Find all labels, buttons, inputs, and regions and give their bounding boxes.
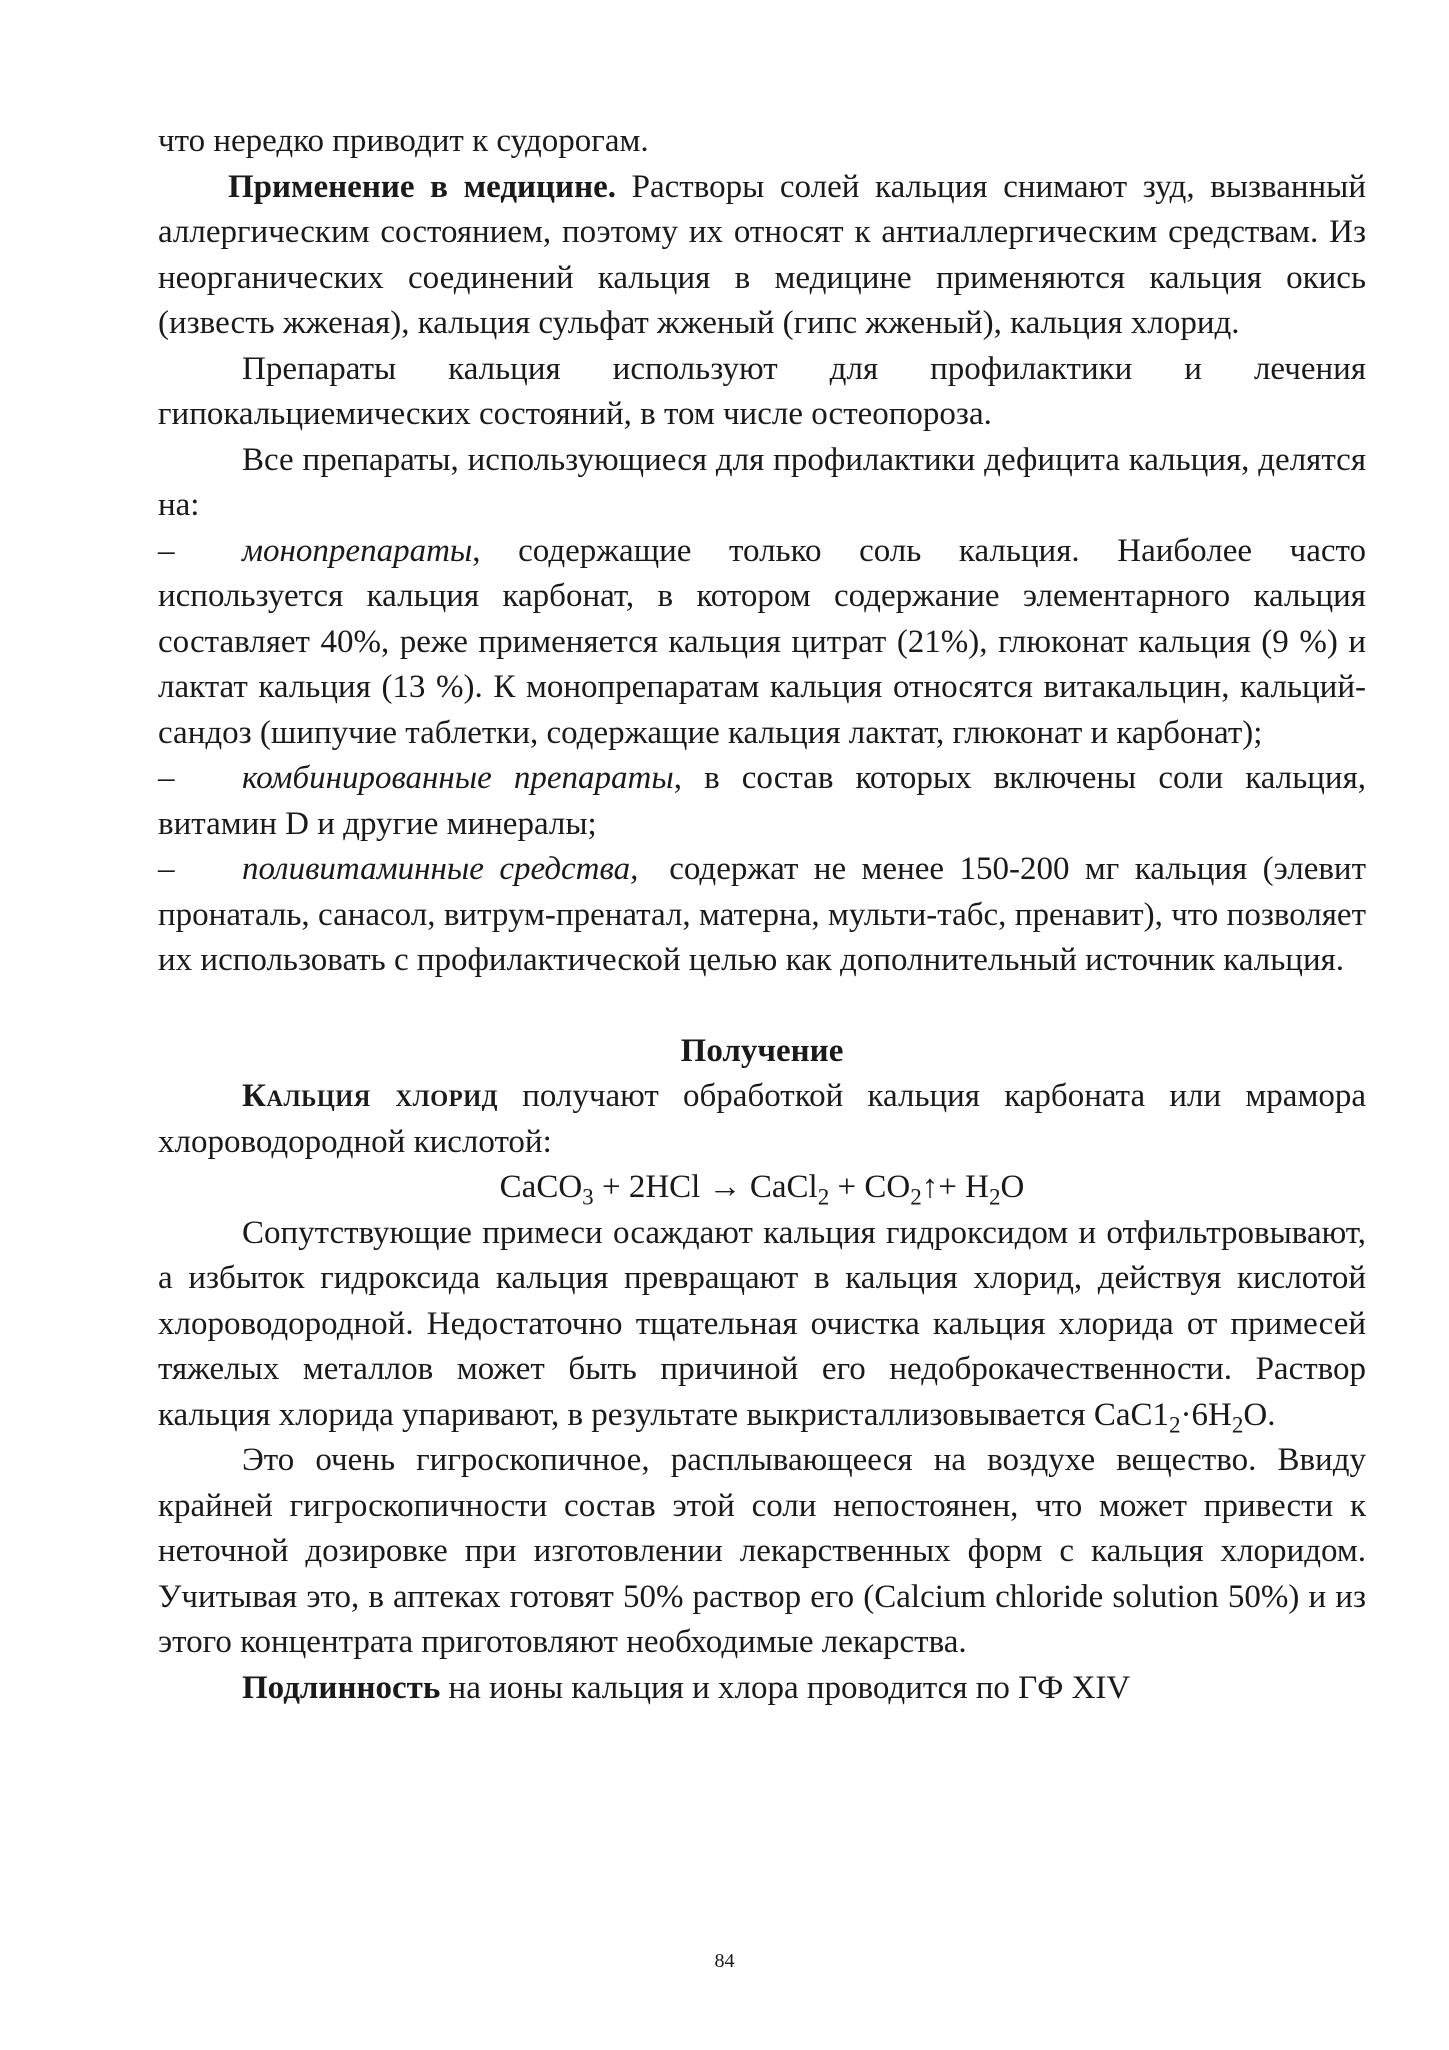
paragraph-authenticity [158, 1666, 1366, 1712]
eq-sub: 2 [988, 1183, 1001, 1210]
eq-sub: 3 [582, 1183, 594, 1210]
section-heading: Получение [680, 1032, 844, 1069]
list-term: поливитаминные средства, [242, 851, 639, 887]
list-term: комбинированные препараты [242, 760, 674, 796]
list-text: , содержащие только соль кальция. Наиболее часто используется кальция карбонат, в котором содержание элементарного кальция составляет 40%, реже применяется кальция цитрат (21%), глюконат кальция (9 %) и лактат кальция (13 %). К монопрепаратам кальция относятся витакальцин, кальций-сандоз (шипучие таблетки, содержащие кальция лактат, глюконат и карбонат); [158, 532, 1366, 751]
paragraph-text: Сопутствующие примеси осаждают кальция гидроксидом и отфильтровывают, а избыток гидроксида кальция превращают в кальция хлорид, действуя кислотой хлороводородной. Недостаточно тщательная очистка кальция хлорида от примесей тяжелых металлов может быть причиной его недоброкачественности. Раствор кальция хлорида упаривают, в результате выкристаллизовывается CaC1 [158, 1214, 1366, 1433]
paragraph-continuation: что нередко приводит к судорогам. [158, 123, 649, 159]
formula-sub: 2 [1169, 1411, 1181, 1438]
eq-sub: 2 [910, 1183, 922, 1210]
formula-part: O. [1243, 1396, 1276, 1433]
list-text: , в состав которых включены соли кальция, витамин D и другие минералы; [158, 760, 1366, 842]
list-dash: – [158, 760, 175, 796]
paragraph-text: Растворы солей кальция снимают зуд, вызванный аллергическим состоянием, поэтому их относят к антиаллергическим средствам. Из неорганических соединений кальция в медицине применяются кальция окись (известь жженая), кальция сульфат жженый (гипс жженый), кальция хлорид. [158, 168, 1366, 341]
paragraph-preparation [158, 1074, 1366, 1165]
page-number: 84 [714, 1950, 735, 1972]
formula-sub: 2 [1231, 1411, 1244, 1438]
list-dash: – [158, 532, 175, 569]
eq-part: ↑+ H [921, 1169, 989, 1205]
reaction-equation [158, 1165, 1366, 1211]
section-lead-authenticity: Подлинность [242, 1669, 441, 1706]
paragraph-classification: Все препараты, использующиеся для профилактики дефицита кальция, делятся на: [158, 441, 1366, 523]
eq-part: + 2HCl → CaCl [593, 1169, 818, 1205]
paragraph-medical-use [158, 165, 1366, 347]
list-item-combined [158, 756, 1366, 847]
paragraph-text: на ионы кальция и хлора проводится по ГФ XIV [440, 1669, 1131, 1706]
eq-part: O [1000, 1169, 1025, 1205]
eq-part: + CO [829, 1169, 911, 1205]
formula-part: ·6H [1180, 1396, 1232, 1433]
list-dash: – [158, 851, 175, 887]
compound-name: Кальция хлорид [242, 1078, 498, 1114]
list-text: содержат не менее 150-200 мг кальция (элевит пронаталь, санасол, витрум-пренатал, матерна, мульти-табс, пренавит), что позволяет их использовать с профилактической целью как дополнительный источник кальция. [158, 851, 1375, 978]
page-body [158, 119, 1375, 1711]
list-item-multivitamin [158, 847, 1375, 984]
eq-part: CaCO [499, 1169, 583, 1205]
eq-sub: 2 [817, 1183, 830, 1210]
paragraph-hygroscopic: Это очень гигроскопичное, расплывающееся на воздухе вещество. Ввиду крайней гигроскопичности состав этой соли непостоянен, что может привести к неточной дозировке при изготовлении лекарственных форм с кальция хлоридом. Учитывая это, в аптеках готовят 50% раствор его (Calcium chloride solution 50%) и из этого концентрата приготовляют необходимые лекарства. [158, 1442, 1366, 1660]
paragraph-text: получают обработкой кальция карбоната или мрамора хлороводородной кислотой: [158, 1078, 1366, 1160]
list-item-mono [158, 529, 1366, 757]
section-lead-medical-use: Применение в медицине. [228, 168, 616, 205]
list-term: монопрепараты [242, 532, 473, 569]
paragraph-preparations: Препараты кальция используют для профилактики и лечения гипокальциемических состояний, в том числе остеопороза. [158, 350, 1366, 432]
paragraph-purification [158, 1211, 1366, 1439]
